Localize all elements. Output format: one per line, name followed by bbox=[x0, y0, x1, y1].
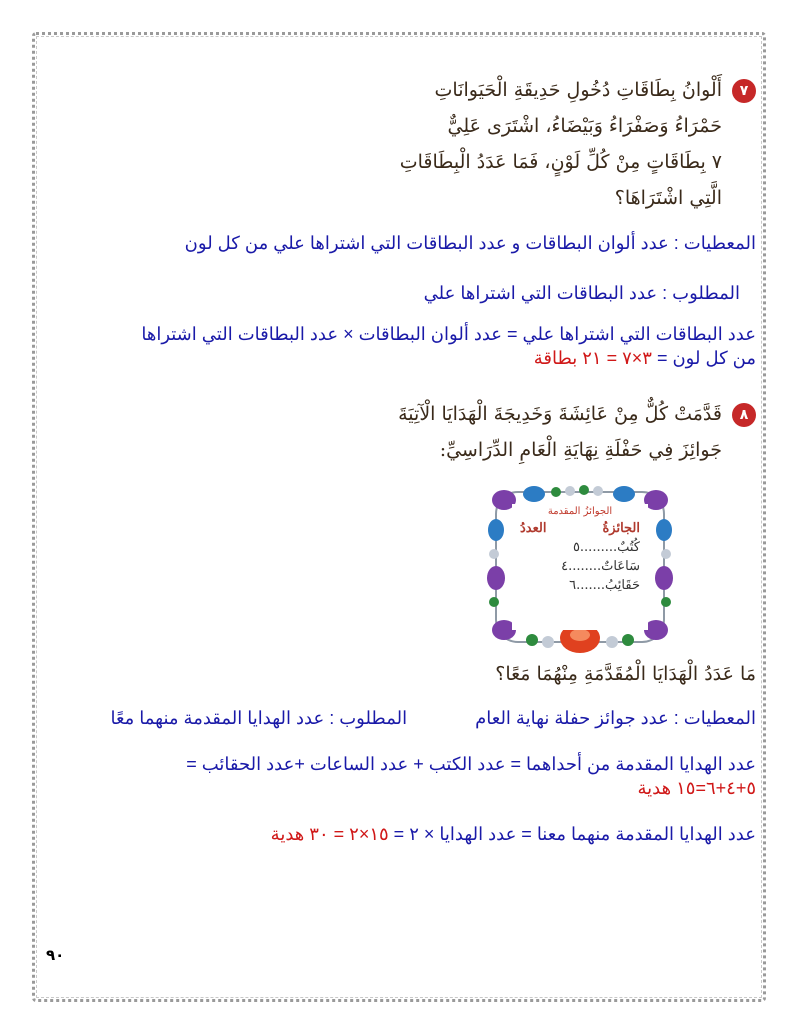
q7-solution bbox=[141, 322, 756, 370]
prize-row-bags: حَقَائِبُ.......٦ bbox=[569, 578, 640, 593]
prize-card-title: الجوائزُ المقدمة bbox=[547, 506, 613, 517]
prize-card bbox=[512, 504, 648, 630]
q7-given: المعطيات : عدد ألوان البطاقات و عدد البطاقات التي اشتراها علي من كل لون bbox=[184, 233, 756, 253]
q8-number-badge: ٨ bbox=[732, 403, 756, 427]
q7-line-2: حَمْرَاءُ وَصَفْرَاءُ وَبَيْضَاءُ، اشْتَرَى عَلِيٌّ bbox=[447, 115, 722, 137]
q8-solution-1-line-1: عدد الهدايا المقدمة من أحداهما = عدد الكتب + عدد الساعات +عدد الحقائب = bbox=[186, 754, 756, 774]
q7-line-4: الَّتِي اشْتَرَاهَا؟ bbox=[614, 187, 722, 209]
q7-line-3: ٧ بِطَاقَاتٍ مِنْ كُلِّ لَوْنٍ، فَمَا عَدَدُ الْبِطَاقَاتِ bbox=[399, 151, 722, 173]
q7-solution-line-2: من كل لون = bbox=[651, 348, 756, 368]
q8-solution-1-result: ٥+٤+٦=١٥ هدية bbox=[637, 778, 756, 798]
q8-solution-2 bbox=[271, 824, 756, 845]
prize-illustration bbox=[482, 478, 678, 662]
prize-col-header: الجائزةُ bbox=[602, 521, 640, 536]
q7-solution-result: ٣×٧ = ٢١ بطاقة bbox=[533, 348, 652, 368]
q7-solution-line-1: عدد البطاقات التي اشتراها علي = عدد ألوان البطاقات × عدد البطاقات التي اشتراها bbox=[141, 324, 756, 344]
q7-line-1: أَلْوانُ بِطَاقَاتِ دُخُولِ حَدِيقَةِ الْحَيَوانَاتِ bbox=[434, 79, 722, 101]
q7-number-badge: ٧ bbox=[732, 79, 756, 103]
q7-required: المطلوب : عدد البطاقات التي اشتراها علي bbox=[423, 283, 740, 303]
q8-solution-1 bbox=[186, 752, 756, 800]
q8-required: المطلوب : عدد الهدايا المقدمة منهما معًا bbox=[110, 708, 408, 728]
q8-line-2: جَوائِزَ فِي حَفْلَةِ نِهَايَةِ الْعَامِ الدِّرَاسِيِّ: bbox=[439, 439, 722, 461]
q8-given: المعطيات : عدد جوائز حفلة نهاية العام bbox=[475, 708, 756, 728]
q7-text bbox=[400, 72, 756, 216]
prize-row-books: كُتُبٌ.........٥ bbox=[572, 540, 640, 555]
prize-row-watches: سَاعَاتٌ........٤ bbox=[561, 559, 640, 574]
q8-solution-2-text: عدد الهدايا المقدمة منهما معنا = عدد الهدايا × ٢ = bbox=[388, 824, 756, 844]
q8-text bbox=[398, 396, 756, 468]
q8-solution-2-result: ١٥×٢ = ٣٠ هدية bbox=[270, 824, 389, 844]
count-col-header: العددُ bbox=[520, 521, 547, 536]
q8-given-required bbox=[110, 708, 756, 729]
page-number: ٩٠ bbox=[46, 946, 65, 964]
q8-question: مَا عَدَدُ الْهَدَايَا الْمُقَدَّمَةِ مِنْهُمَا مَعًا؟ bbox=[495, 663, 756, 685]
q8-line-1: قَدَّمَتْ كُلٌّ مِنْ عَائِشَةَ وَخَدِيجَةَ الْهَدَايَا الْآتِيَةَ bbox=[398, 403, 722, 425]
